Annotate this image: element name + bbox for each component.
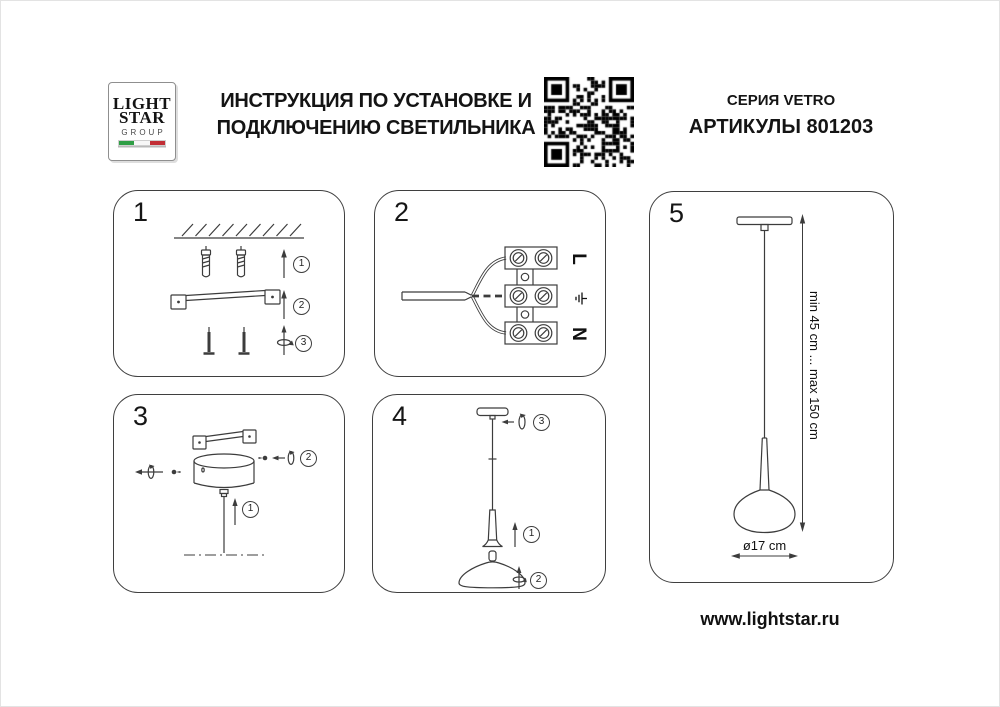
step3-diagram [114, 395, 344, 592]
title-line-2: ПОДКЛЮЧЕНИЮ СВЕТИЛЬНИКА [216, 116, 536, 139]
earth-icon [569, 291, 588, 306]
step-marker-1: 1 [242, 501, 259, 518]
step-number: 4 [392, 401, 408, 431]
italian-flag-stripe [118, 140, 166, 146]
dimensions-panel [649, 191, 894, 583]
logo-word-light: LIGHT [112, 93, 172, 113]
articles-label: АРТИКУЛЫ 801203 [688, 116, 874, 138]
step4-diagram [373, 395, 605, 592]
page-title [201, 88, 551, 141]
step-1-panel [113, 190, 345, 377]
step-4-panel [372, 394, 606, 593]
terminal-label-neutral: N [568, 327, 589, 341]
step-number: 5 [669, 198, 685, 228]
step-3-panel [113, 394, 345, 593]
step-marker-3: 3 [533, 414, 550, 431]
diameter-dimension-label: ø17 cm [742, 538, 787, 553]
step-marker-2: 2 [530, 572, 547, 589]
qr-code [544, 77, 634, 167]
terminal-label-line: L [568, 253, 589, 265]
step-number: 2 [394, 197, 410, 227]
logo-word-group: GROUP [121, 128, 166, 138]
step2-wiring-diagram [375, 191, 605, 376]
step-marker-1: 1 [523, 526, 540, 543]
website-url: www.lightstar.ru [700, 609, 840, 629]
step-number: 3 [133, 401, 149, 431]
step-marker-1: 1 [293, 256, 310, 273]
step-marker-2: 2 [293, 298, 310, 315]
dimensions-diagram [650, 192, 893, 582]
height-dimension-label: min 45 cm ... max 150 cm [807, 291, 822, 440]
series-label: СЕРИЯ VETRO [726, 92, 836, 109]
logo-word-star: STAR [118, 108, 166, 127]
step-marker-2: 2 [300, 450, 317, 467]
title-line-1: ИНСТРУКЦИЯ ПО УСТАНОВКЕ И [220, 90, 532, 112]
series-info [656, 92, 906, 139]
step-number: 1 [133, 197, 149, 227]
step-marker-3: 3 [295, 335, 312, 352]
step-2-panel [374, 190, 606, 377]
lightstar-logo [108, 82, 176, 161]
